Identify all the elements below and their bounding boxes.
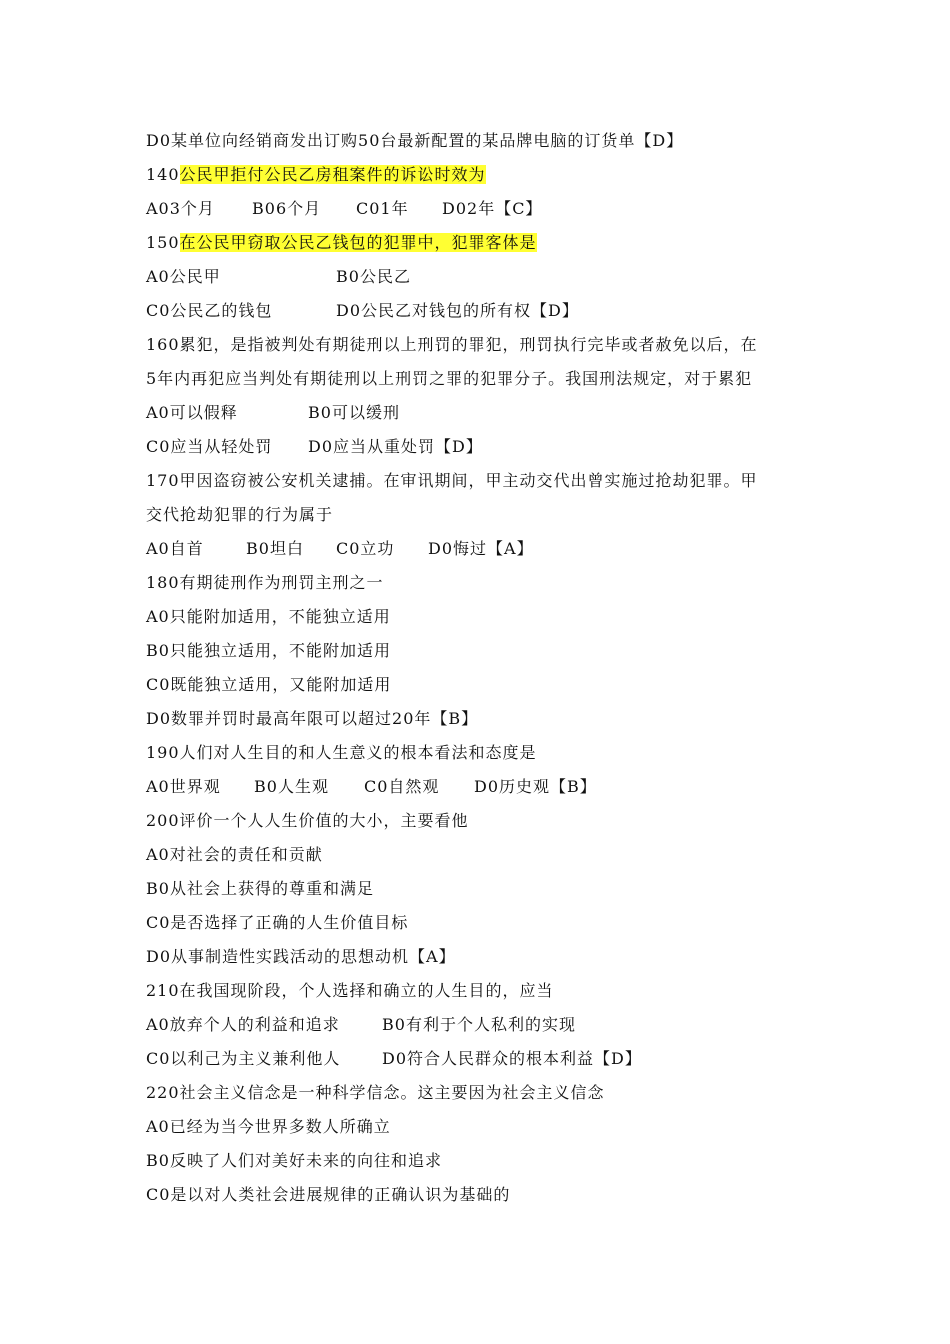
option-b: B0公民乙 <box>336 267 411 286</box>
text-line: 交代抢劫犯罪的行为属于 <box>146 505 334 524</box>
option-c: C0以利己为主义兼利他人 <box>146 1049 341 1068</box>
text-line: 170甲因盗窃被公安机关逮捕。在审讯期间，甲主动交代出曾实施过抢劫犯罪。甲 <box>146 471 758 490</box>
text-line: D0数罪并罚时最高年限可以超过20年【B】 <box>146 709 479 728</box>
text-line: 5年内再犯应当判处有期徒刑以上刑罚之罪的犯罪分子。我国刑法规定，对于累犯 <box>146 369 753 388</box>
options-line <box>146 396 826 430</box>
text-line: 180有期徒刑作为刑罚主刑之一 <box>146 573 384 592</box>
question-number: 150 <box>146 233 180 252</box>
option-d: D0应当从重处罚【D】 <box>308 437 483 456</box>
option-a: A0放弃个人的利益和追求 <box>146 1015 340 1034</box>
text-line: C0既能独立适用，又能附加适用 <box>146 675 392 694</box>
option-d: D0符合人民群众的根本利益【D】 <box>382 1049 642 1068</box>
question-number: 140 <box>146 165 180 184</box>
option-a: A03个月 <box>146 199 215 218</box>
text-line: 210在我国现阶段，个人选择和确立的人生目的，应当 <box>146 981 554 1000</box>
option-c: C0应当从轻处罚 <box>146 437 273 456</box>
option-c: C0立功 <box>336 539 395 558</box>
option-d: D0公民乙对钱包的所有权【D】 <box>336 301 579 320</box>
option-c: C0公民乙的钱包 <box>146 301 273 320</box>
options-line <box>146 770 826 804</box>
text-line: A0只能附加适用，不能独立适用 <box>146 607 391 626</box>
options-line <box>146 294 826 328</box>
option-a: A0自首 <box>146 539 204 558</box>
question-line <box>146 158 826 192</box>
options-line <box>146 532 826 566</box>
text-line: 220社会主义信念是一种科学信念。这主要因为社会主义信念 <box>146 1083 605 1102</box>
option-a: A0世界观 <box>146 777 221 796</box>
text-line: 190人们对人生目的和人生意义的根本看法和态度是 <box>146 743 537 762</box>
option-a: A0公民甲 <box>146 267 221 286</box>
text-line: B0从社会上获得的尊重和满足 <box>146 879 374 898</box>
option-b: B0可以缓刑 <box>308 403 400 422</box>
options-line <box>146 430 826 464</box>
text-line: 160累犯，是指被判处有期徒刑以上刑罚的罪犯，刑罚执行完毕或者赦免以后，在 <box>146 335 758 354</box>
option-b: B0坦白 <box>246 539 304 558</box>
text-line: C0是否选择了正确的人生价值目标 <box>146 913 409 932</box>
options-line <box>146 192 826 226</box>
text-line: A0对社会的责任和贡献 <box>146 845 323 864</box>
options-line <box>146 260 826 294</box>
text-line: B0反映了人们对美好未来的向往和追求 <box>146 1151 442 1170</box>
option-a: A0可以假释 <box>146 403 238 422</box>
options-line <box>146 1008 826 1042</box>
option-d: D02年【C】 <box>442 199 543 218</box>
text-line: D0某单位向经销商发出订购50台最新配置的某品牌电脑的订货单【D】 <box>146 131 684 150</box>
highlighted-question-text: 公民甲拒付公民乙房租案件的诉讼时效为 <box>179 165 486 184</box>
option-b: B06个月 <box>252 199 322 218</box>
option-d: D0历史观【B】 <box>474 777 597 796</box>
option-b: B0有利于个人私利的实现 <box>382 1015 576 1034</box>
option-d: D0悔过【A】 <box>428 539 534 558</box>
text-line: B0只能独立适用，不能附加适用 <box>146 641 391 660</box>
option-b: B0人生观 <box>254 777 329 796</box>
option-c: C01年 <box>356 199 409 218</box>
options-line <box>146 1042 826 1076</box>
text-line: 200评价一个人人生价值的大小，主要看他 <box>146 811 469 830</box>
text-line: D0从事制造性实践活动的思想动机【A】 <box>146 947 456 966</box>
text-line: C0是以对人类社会进展规律的正确认识为基础的 <box>146 1185 511 1204</box>
highlighted-question-text: 在公民甲窃取公民乙钱包的犯罪中，犯罪客体是 <box>179 233 537 252</box>
question-line <box>146 226 826 260</box>
document-page <box>146 124 826 1212</box>
text-line: A0已经为当今世界多数人所确立 <box>146 1117 391 1136</box>
option-c: C0自然观 <box>364 777 440 796</box>
